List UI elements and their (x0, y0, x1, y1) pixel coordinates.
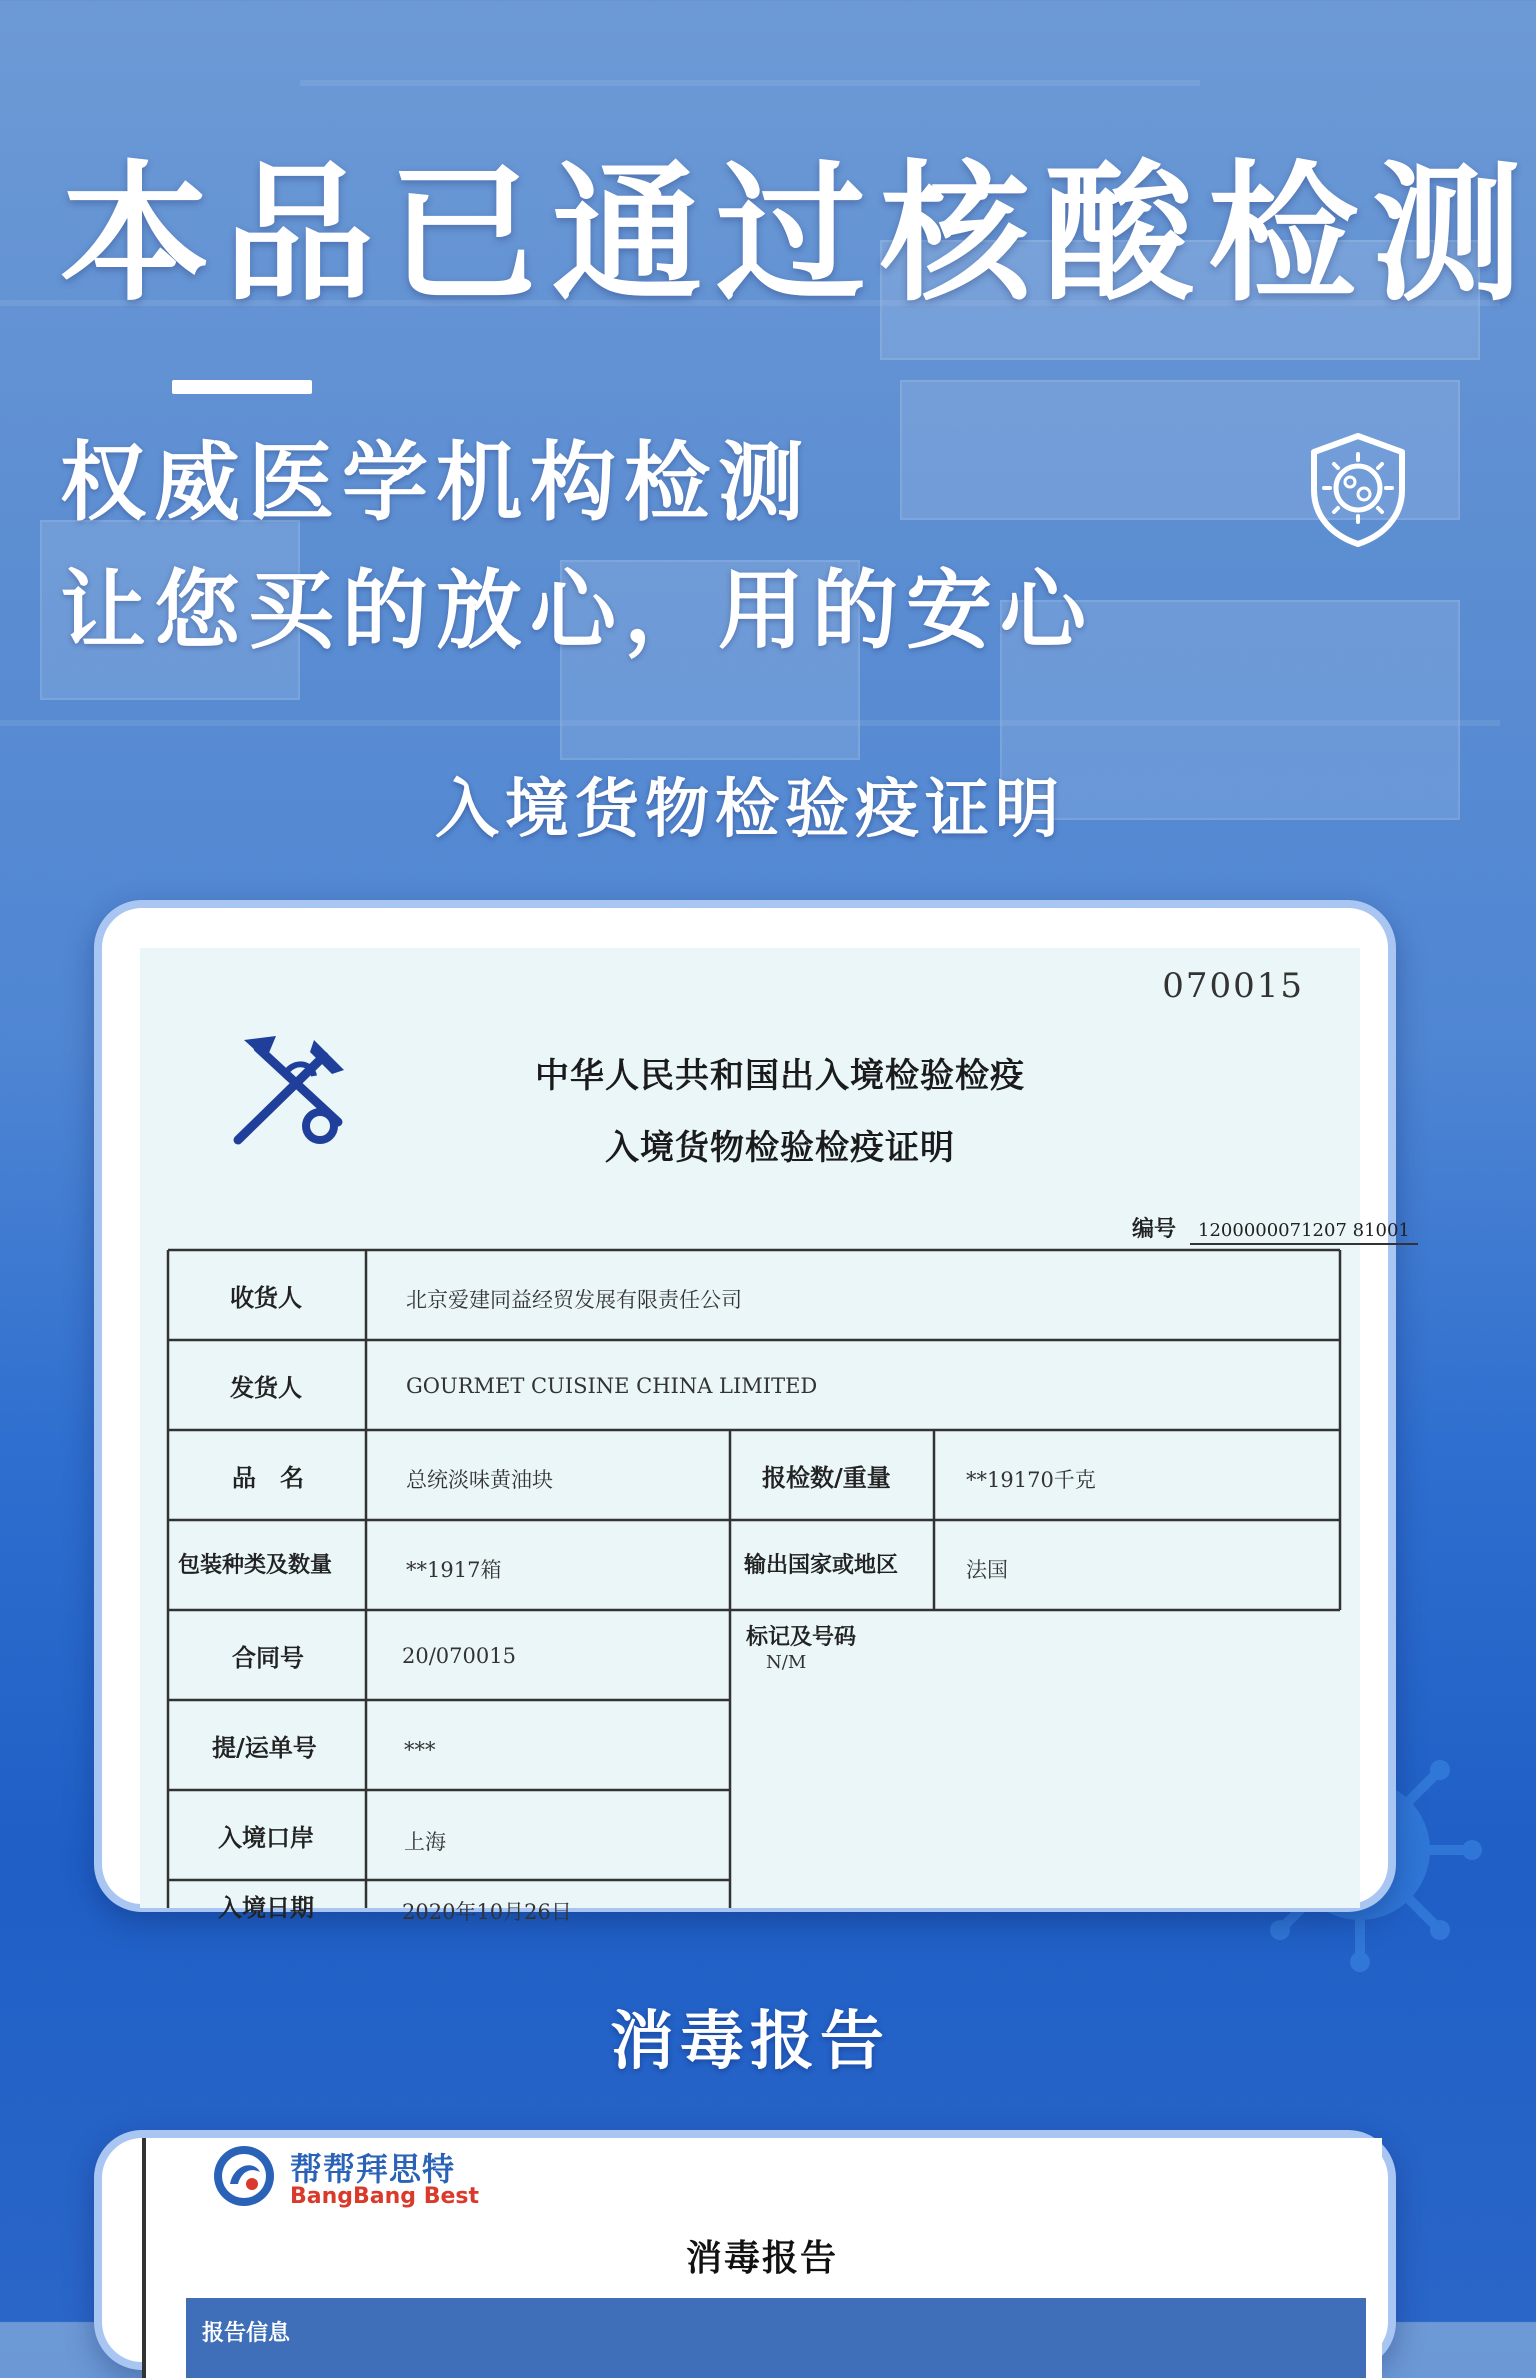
weight-value: **19170千克 (966, 1468, 1096, 1492)
disinfection-report-card (94, 2130, 1396, 2370)
consignor-label: 发货人 (230, 1373, 302, 1402)
package-label: 包装种类及数量 (178, 1552, 333, 1578)
certificate-number-label: 编号 (1132, 1216, 1177, 1242)
origin-value: 法国 (966, 1558, 1008, 1582)
product-label: 品 名 (232, 1463, 304, 1492)
report-info-label: 报告信息 (202, 2321, 291, 2346)
bill-label: 提/运单号 (212, 1733, 317, 1762)
marks-label: 标记及号码 (746, 1624, 857, 1650)
brand-name-en: BangBang Best (290, 2184, 480, 2209)
certificate-card (94, 900, 1410, 1924)
marks-value: N/M (766, 1652, 807, 1673)
report-title: 消毒报告 (685, 2238, 838, 2279)
hero-divider (172, 380, 312, 394)
certificate-serial: 070015 (1162, 966, 1304, 1006)
port-value: 上海 (404, 1830, 446, 1854)
brand-name-cn: 帮帮拜思特 (290, 2150, 456, 2188)
certificate-table-grid (140, 948, 1360, 1908)
consignee-value: 北京爱建同益经贸发展有限责任公司 (406, 1288, 742, 1312)
hero-subtitle-2: 让您买的放心，用的安心 (60, 561, 1094, 661)
origin-label: 输出国家或地区 (744, 1552, 899, 1578)
disinfection-report-document (142, 2138, 1382, 2378)
bill-value: *** (404, 1738, 436, 1762)
weight-label: 报检数/重量 (762, 1463, 891, 1492)
contract-label: 合同号 (232, 1643, 304, 1672)
hero-subtitle-1: 权威医学机构检测 (60, 433, 812, 533)
date-label: 入境日期 (218, 1893, 314, 1922)
hero-title: 本品已通过核酸检测 (60, 148, 1536, 322)
consignor-value: GOURMET CUISINE CHINA LIMITED (406, 1374, 818, 1398)
certificate-document (140, 948, 1410, 1924)
package-value: **1917箱 (406, 1558, 502, 1582)
bangbang-logo-icon (212, 2144, 276, 2208)
virus-shield-icon (1306, 432, 1410, 548)
report-info-bar (186, 2298, 1366, 2378)
port-label: 入境口岸 (218, 1823, 314, 1852)
section-title-disinfection: 消毒报告 (610, 2005, 890, 2079)
consignee-label: 收货人 (230, 1283, 302, 1312)
certificate-heading-2: 入境货物检验检疫证明 (605, 1128, 955, 1168)
contract-value: 20/070015 (402, 1644, 516, 1668)
date-value: 2020年10月26日 (402, 1900, 572, 1924)
certificate-heading-1: 中华人民共和国出入境检验检疫 (535, 1056, 1025, 1096)
product-value: 总统淡味黄油块 (406, 1468, 553, 1492)
section-title-certificate: 入境货物检验疫证明 (435, 773, 1065, 847)
certificate-number-value: 1200000071207 81001 (1190, 1220, 1418, 1245)
